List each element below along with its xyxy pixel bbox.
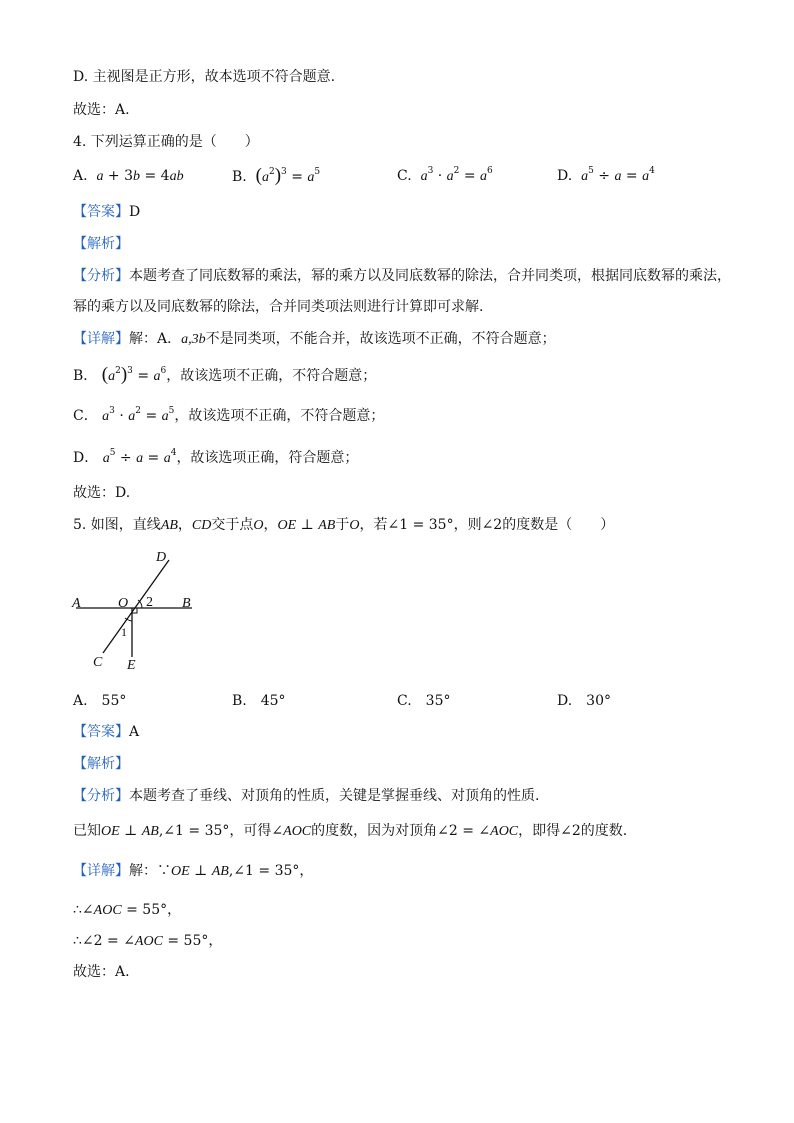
q4-option-b: B. $(a^2)^3 = a^5$ [232, 165, 321, 186]
label-e: E [127, 658, 136, 673]
label-o: O [118, 596, 129, 611]
q5-choice: 故选：A. [73, 964, 130, 980]
label-d: D [156, 550, 167, 565]
label-b: B [182, 596, 191, 611]
q4-detail-d: D． $a^5 \div a = a^4$，故该选项正确，符合题意； [73, 448, 359, 466]
q5-detail: 【详解】解：∵OE ⊥ AB,∠1 = 35°， [73, 863, 314, 879]
q4-detail-b: B． $(a^2)^3 = a^6$，故该选项不正确，不符合题意； [73, 364, 377, 385]
q5-step1: ∴∠AOC = 55°， [73, 902, 182, 918]
q5-option-c: C. 35° [397, 693, 451, 709]
q4-option-a: A. a + 3b = 4ab [73, 168, 184, 184]
q4-analysis-line1: 【分析】本题考查了同底数幂的乘法，幂的乘方以及同底数幂的除法，合并同类项，根据同底数幂的乘法， [73, 268, 731, 284]
prev-option-d: D. 主视图是正方形，故本选项不符合题意. [73, 69, 336, 85]
q4-detail-a: 【详解】解：A．a,3b不是同类项，不能合并，故该选项不正确，不符合题意； [73, 331, 556, 347]
q5-analysis: 【分析】本题考查了垂线、对顶角的性质，关键是掌握垂线、对顶角的性质. [73, 788, 540, 804]
label-2: 2 [146, 595, 153, 610]
q5-option-d: D. 30° [557, 693, 611, 709]
q4-answer: 【答案】D [73, 204, 141, 220]
q4-option-d: D. $a^5 \div a = a^4$ [557, 166, 655, 184]
q5-answer: 【答案】A [73, 724, 140, 740]
q5-analysis-tag: 【解析】 [73, 756, 129, 772]
q4-analysis-line2: 幂的乘方以及同底数幂的除法，合并同类项法则进行计算即可求解. [73, 299, 484, 315]
label-c: C [93, 655, 103, 670]
q4-analysis-tag: 【解析】 [73, 236, 129, 252]
q4-option-c: C. $a^3 \cdot a^2 = a^6$ [397, 166, 493, 184]
q4-choice: 故选：D. [73, 485, 131, 501]
q4-stem: 4. 下列运算正确的是（ ） [73, 134, 259, 150]
q5-option-b: B. 45° [232, 693, 286, 709]
q4-detail-c: C． $a^3 \cdot a^2 = a^5$，故该选项不正确，不符合题意； [73, 406, 385, 424]
q5-option-a: A. 55° [73, 693, 127, 709]
q5-figure [66, 545, 206, 675]
q5-known: 已知OE ⊥ AB,∠1 = 35°，可得∠AOC的度数，因为对顶角∠2 = ∠AOC，即得∠2的度数. [73, 823, 628, 839]
label-1: 1 [121, 625, 127, 639]
label-a: A [72, 596, 81, 611]
line-cd [103, 560, 169, 653]
q5-stem: 5. 如图，直线AB，CD交于点O，OE ⊥ AB于O，若∠1 = 35°，则∠2的度数是（ ） [73, 517, 615, 533]
prev-choice: 故选：A. [73, 102, 130, 118]
q5-step2: ∴∠2 = ∠AOC = 55°， [73, 933, 223, 949]
